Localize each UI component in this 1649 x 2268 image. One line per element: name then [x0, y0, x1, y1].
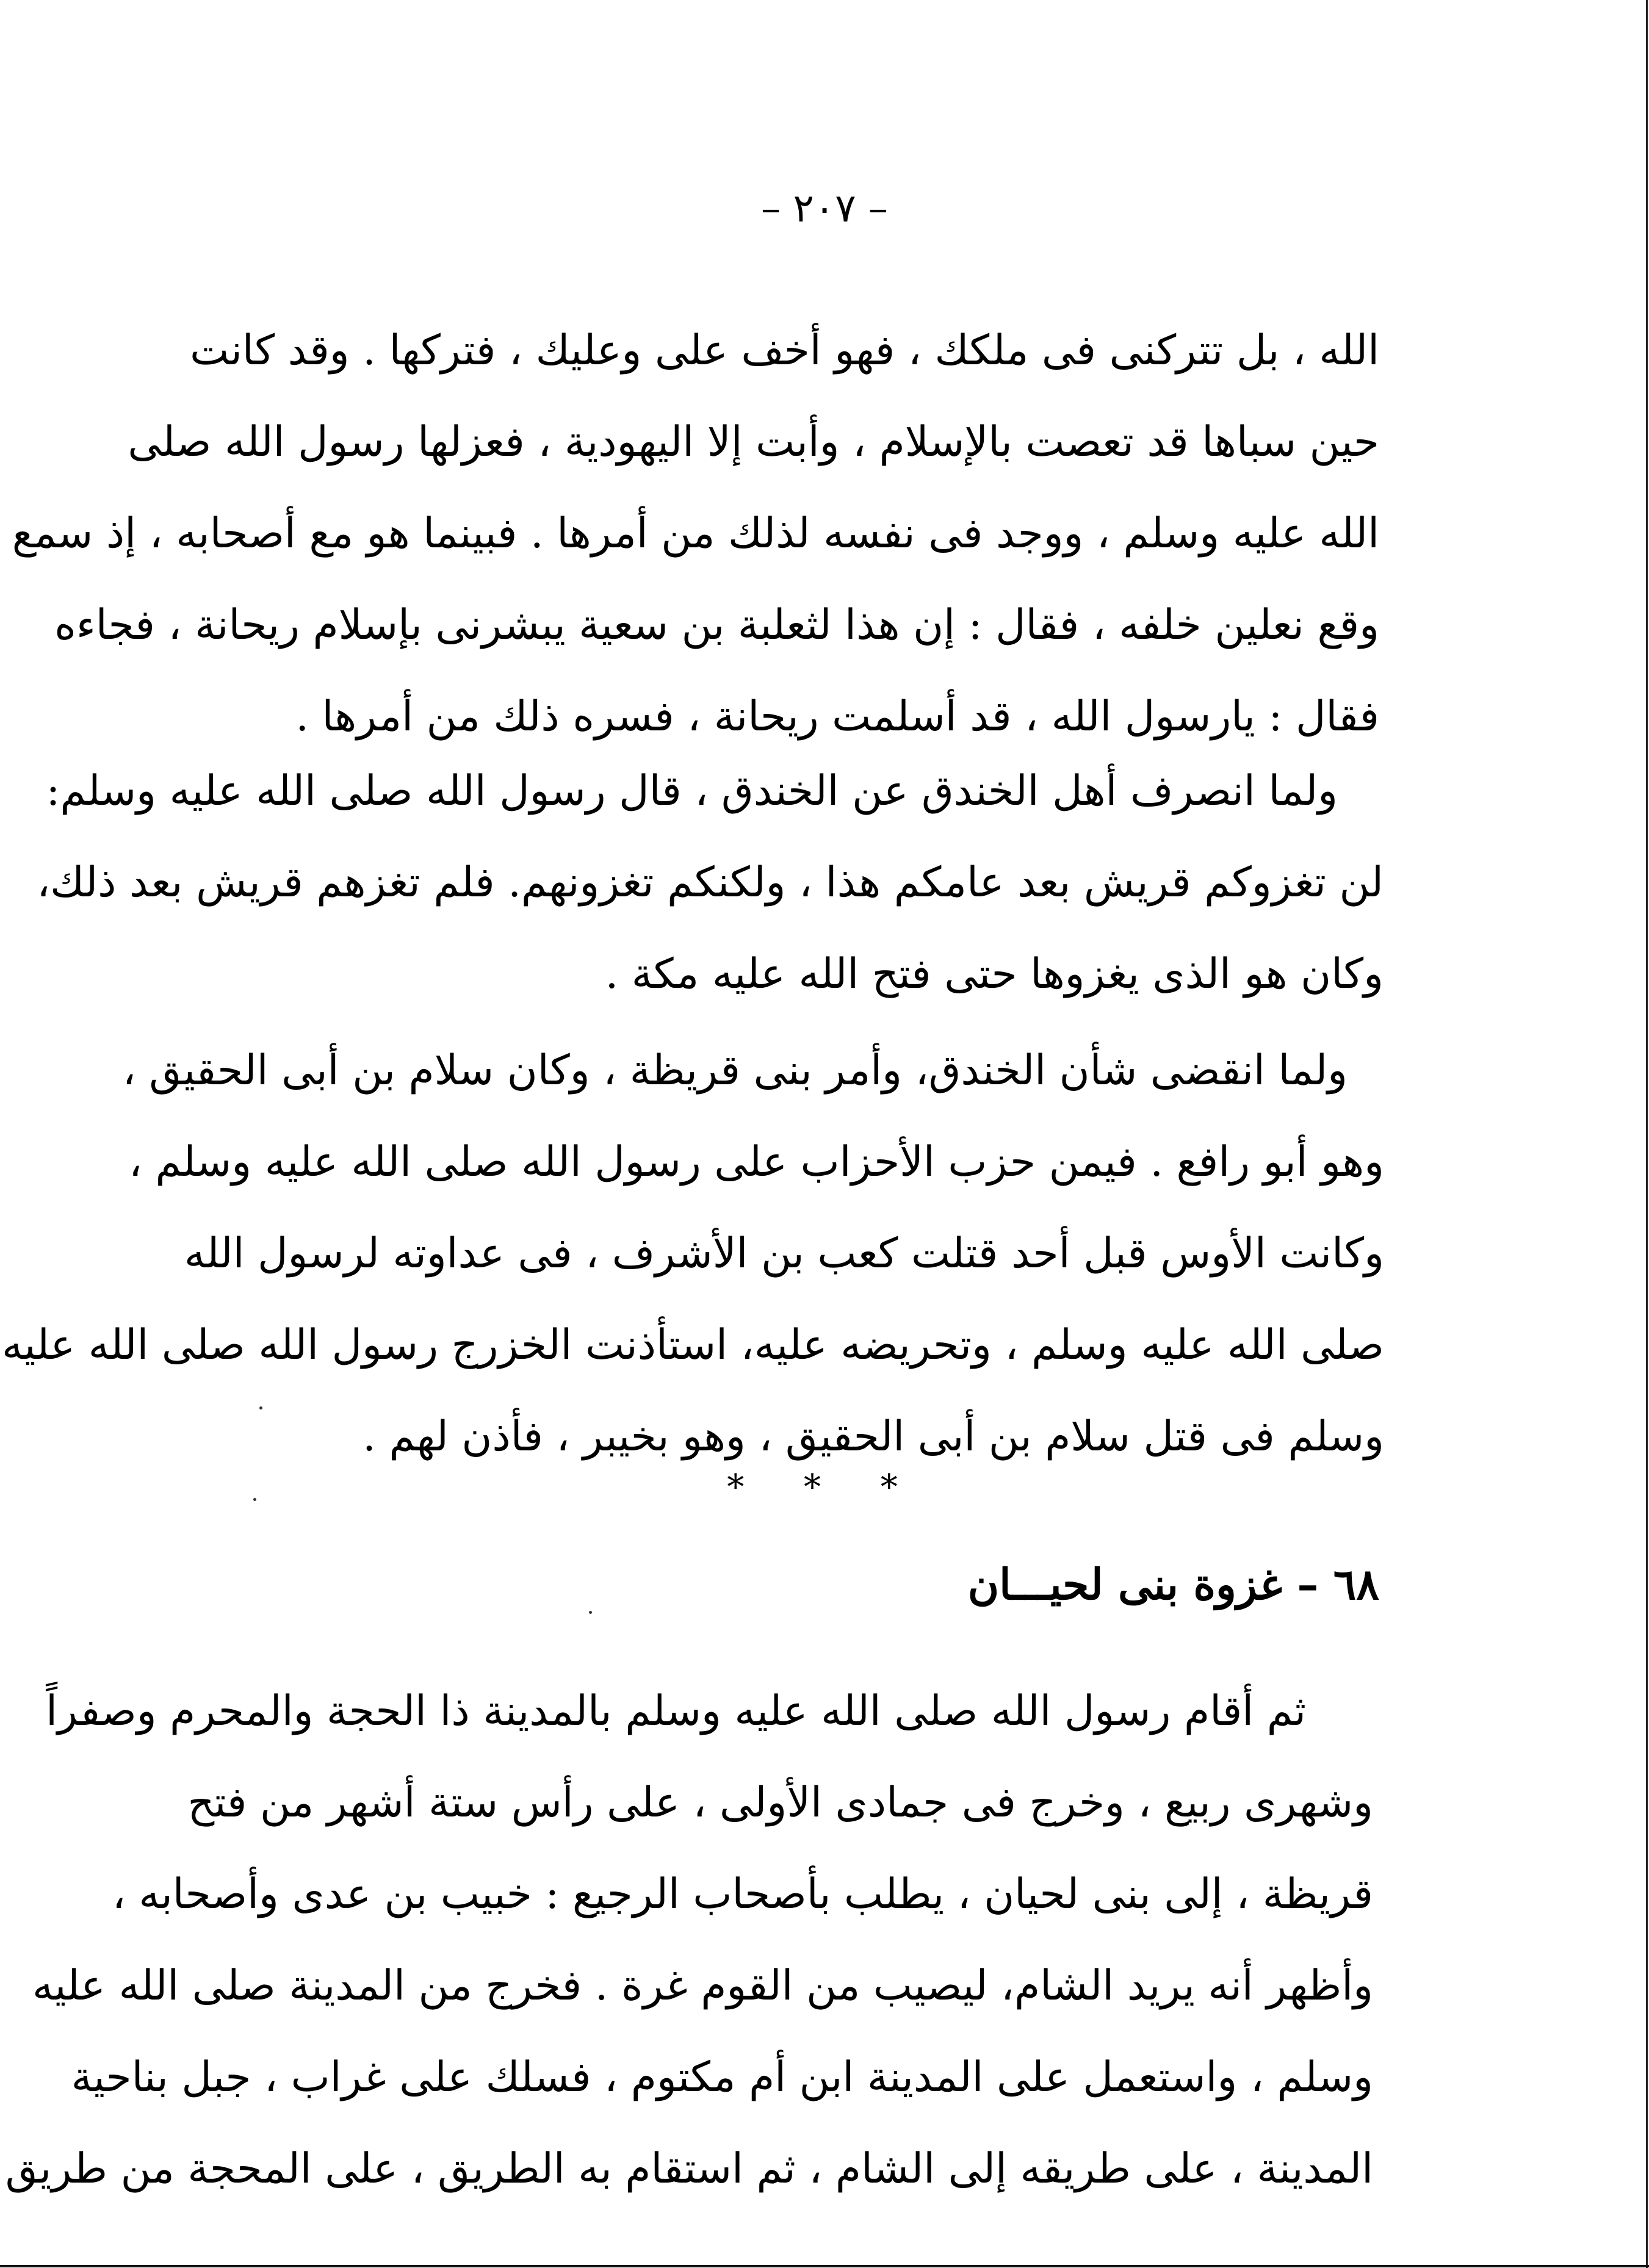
text-line: فقال : يارسول الله ، قد أسلمت ريحانة ، فسره ذلك من أمرها .	[295, 693, 1379, 741]
text-line: لن تغزوكم قريش بعد عامكم هذا ، ولكنكم تغزونهم. فلم تغزهم قريش بعد ذلك،	[37, 859, 1384, 907]
text-line: وكان هو الذى يغزوها حتى فتح الله عليه مكة .	[605, 950, 1384, 998]
text-line: وقع نعلين خلفه ، فقال : إن هذا لثعلبة بن سعية يبشرنى بإسلام ريحانة ، فجاءه	[54, 601, 1379, 649]
text-line: الله عليه وسلم ، ووجد فى نفسه لذلك من أمرها . فبينما هو مع أصحابه ، إذ سمع	[12, 509, 1379, 558]
scan-speck	[253, 1498, 256, 1501]
text-line: وهو أبو رافع . فيمن حزب الأحزاب على رسول الله صلى الله عليه وسلم ،	[128, 1138, 1384, 1186]
scan-speck	[589, 1611, 592, 1614]
text-line: وأظهر أنه يريد الشام، ليصيب من القوم غرة . فخرج من المدينة صلى الله عليه	[32, 1962, 1373, 2010]
text-line: الله ، بل تتركنى فى ملكك ، فهو أخف على وعليك ، فتركها . وقد كانت	[190, 326, 1379, 375]
text-line: ولما انقضى شأن الخندق، وأمر بنى قريظة ، وكان سلام بن أبى الحقيق ،	[122, 1046, 1348, 1095]
text-line: وسلم ، واستعمل على المدينة ابن أم مكتوم ، فسلك على غراب ، جبل بناحية	[71, 2053, 1373, 2101]
paragraph-3	[2, 1025, 1384, 1483]
text-line: المدينة ، على طريقه إلى الشام ، ثم استقام به الطريق ، على المحجة من طريق	[5, 2145, 1373, 2193]
page-frame-bottom-edge	[0, 2265, 1649, 2267]
section-separator: * * *	[727, 1467, 922, 1507]
page-number: – ٢٠٧ –	[761, 186, 888, 231]
paragraph-1	[12, 305, 1379, 763]
text-line: ولما انصرف أهل الخندق عن الخندق ، قال رسول الله صلى الله عليه وسلم:	[46, 767, 1338, 815]
text-line: وكانت الأوس قبل أحد قتلت كعب بن الأشرف ، فى عداوته لرسول الله	[184, 1229, 1384, 1278]
text-line: حين سباها قد تعصت بالإسلام ، وأبت إلا اليهودية ، فعزلها رسول الله صلى	[128, 418, 1379, 466]
text-line: وسلم فى قتل سلام بن أبى الحقيق ، وهو بخيبر ، فأذن لهم .	[363, 1413, 1384, 1461]
text-line: صلى الله عليه وسلم ، وتحريضه عليه، استأذنت الخزرج رسول الله صلى الله عليه	[2, 1321, 1384, 1369]
section-paragraph	[5, 1666, 1373, 2215]
page-frame-right-edge	[1646, 0, 1648, 2268]
section-heading: ٦٨ – غزوة بنى لحيـــان	[967, 1559, 1379, 1610]
text-line: وشهرى ربيع ، وخرج فى جمادى الأولى ، على رأس ستة أشهر من فتح	[187, 1779, 1373, 1827]
text-line: قريظة ، إلى بنى لحيان ، يطلب بأصحاب الرجيع : خبيب بن عدى وأصحابه ،	[112, 1870, 1373, 1918]
text-line: ثم أقام رسول الله صلى الله عليه وسلم بالمدينة ذا الحجة والمحرم وصفراً	[46, 1687, 1306, 1735]
paragraph-2	[37, 746, 1384, 1020]
scan-speck	[259, 1406, 262, 1409]
